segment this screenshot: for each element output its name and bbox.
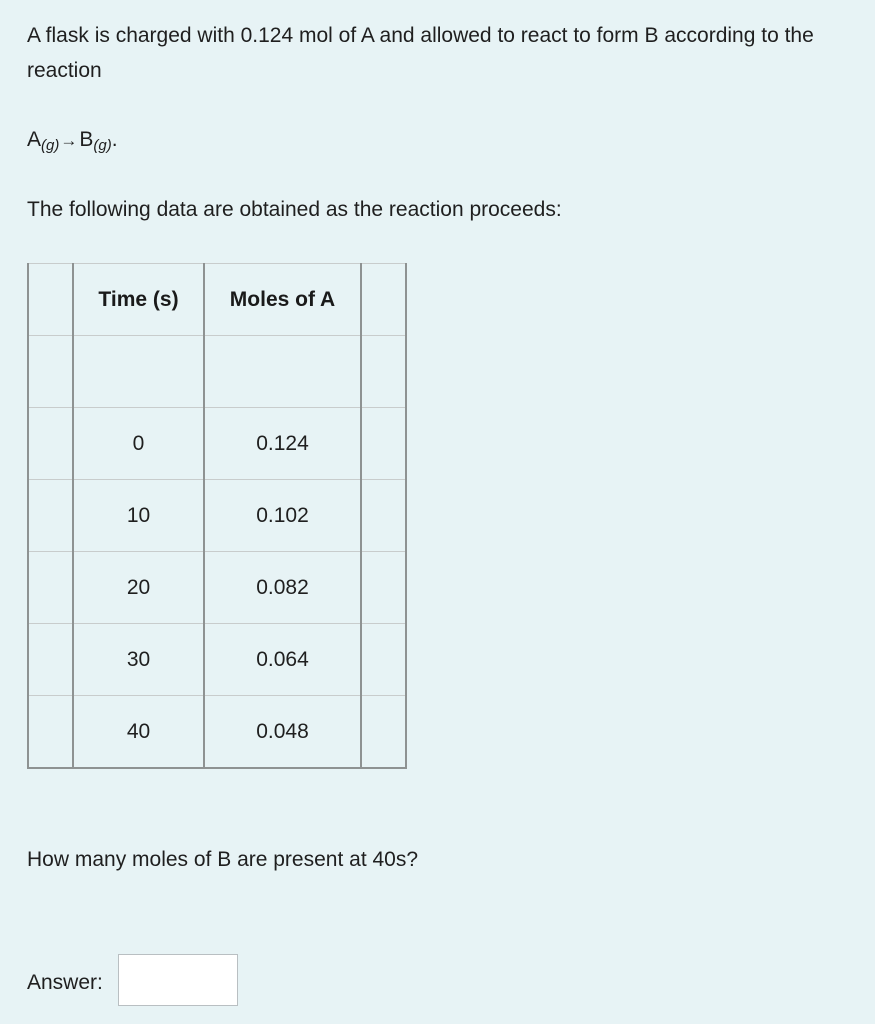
table-cell-empty bbox=[28, 408, 73, 480]
table-cell-empty bbox=[28, 552, 73, 624]
product-state: (g) bbox=[93, 137, 112, 154]
table-row bbox=[28, 408, 406, 480]
answer-label: Answer: bbox=[27, 971, 103, 994]
table-row-blank bbox=[28, 336, 406, 408]
table-cell-empty bbox=[361, 264, 406, 336]
time-cell: 40 bbox=[73, 696, 204, 769]
table-cell-empty bbox=[204, 336, 361, 408]
moles-cell: 0.064 bbox=[204, 624, 361, 696]
table-cell-empty bbox=[28, 264, 73, 336]
table-header-row bbox=[28, 264, 406, 336]
table-cell-empty bbox=[361, 408, 406, 480]
moles-cell: 0.124 bbox=[204, 408, 361, 480]
answer-input[interactable] bbox=[118, 954, 238, 1006]
reactant-symbol: A bbox=[27, 128, 42, 151]
time-cell: 10 bbox=[73, 480, 204, 552]
reaction-equation bbox=[27, 125, 118, 157]
reaction-period: . bbox=[111, 128, 118, 151]
moles-cell: 0.102 bbox=[204, 480, 361, 552]
table-row bbox=[28, 624, 406, 696]
time-cell: 0 bbox=[73, 408, 204, 480]
moles-cell: 0.048 bbox=[204, 696, 361, 769]
table-cell-empty bbox=[361, 696, 406, 769]
header-moles-a: Moles of A bbox=[204, 264, 361, 336]
table-cell-empty bbox=[28, 624, 73, 696]
reactant-state: (g) bbox=[41, 137, 60, 154]
time-cell: 20 bbox=[73, 552, 204, 624]
table-cell-empty bbox=[73, 336, 204, 408]
table-cell-empty bbox=[28, 696, 73, 769]
table-row bbox=[28, 696, 406, 769]
table-cell-empty bbox=[361, 480, 406, 552]
table-row bbox=[28, 552, 406, 624]
table-cell-empty bbox=[28, 336, 73, 408]
table-cell-empty bbox=[28, 480, 73, 552]
data-table bbox=[27, 263, 407, 769]
question-text: How many moles of B are present at 40s? bbox=[27, 848, 419, 871]
table-cell-empty bbox=[361, 336, 406, 408]
moles-cell: 0.082 bbox=[204, 552, 361, 624]
table-cell-empty bbox=[361, 624, 406, 696]
product-symbol: B bbox=[79, 128, 94, 151]
question-intro: A flask is charged with 0.124 mol of A and allowed to react to form B according to the reaction bbox=[27, 24, 814, 82]
time-cell: 30 bbox=[73, 624, 204, 696]
reaction-arrow: → bbox=[60, 131, 78, 150]
table-row bbox=[28, 480, 406, 552]
data-intro-text: The following data are obtained as the reaction proceeds: bbox=[27, 198, 562, 221]
table-cell-empty bbox=[361, 552, 406, 624]
header-time: Time (s) bbox=[73, 264, 204, 336]
